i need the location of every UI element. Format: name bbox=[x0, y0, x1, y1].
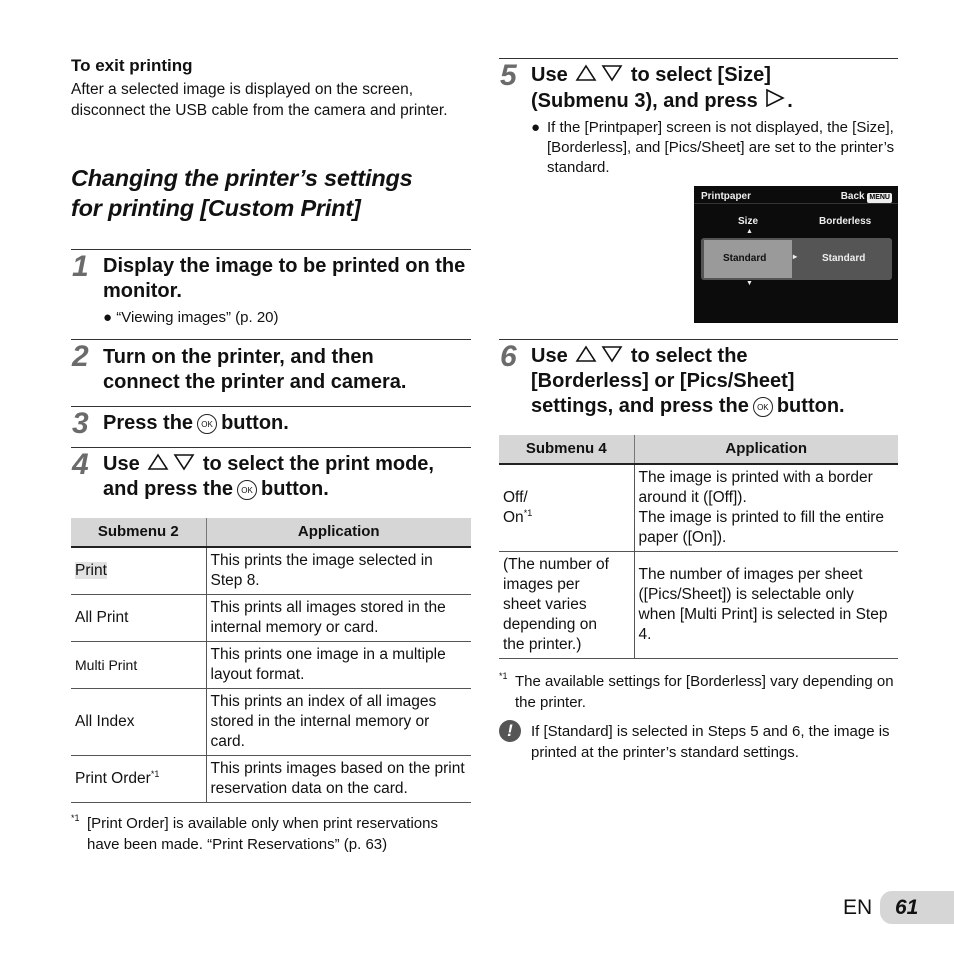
step-2-line1: Turn on the printer, and then bbox=[103, 346, 374, 368]
left-footnote: *1 [Print Order] is available only when print reservations have been made. “Print Reservations” (p. 63) bbox=[71, 814, 471, 855]
submenu-name: All Print bbox=[71, 595, 206, 642]
column-header: Application bbox=[206, 518, 471, 547]
step-5-number: 5 bbox=[500, 59, 517, 92]
submenu-name-text: Print Order bbox=[75, 770, 151, 787]
exit-printing-heading: To exit printing bbox=[71, 56, 193, 75]
step-6-line2: [Borderless] or [Pics/Sheet] bbox=[531, 370, 795, 392]
ok-button-icon: OK bbox=[753, 397, 773, 417]
right-footnote: *1 The available settings for [Borderless] vary depending on the printer. bbox=[499, 672, 898, 713]
table-row bbox=[71, 756, 471, 803]
step-6-line3-post: button. bbox=[776, 395, 845, 417]
step-3-post: button. bbox=[221, 412, 289, 434]
step-4-number: 4 bbox=[72, 448, 89, 481]
submenu-description: This prints all images stored in the internal memory or card. bbox=[206, 595, 471, 642]
submenu-2-table bbox=[71, 518, 471, 803]
submenu-description: This prints an index of all images stored in the internal memory or card. bbox=[206, 689, 471, 756]
step-3-rule bbox=[71, 406, 471, 407]
screen-divider bbox=[694, 203, 898, 204]
step-4-mid: to select the print mode, bbox=[202, 453, 434, 475]
step-5-mid: to select [Size] bbox=[630, 64, 771, 86]
caution-icon: ! bbox=[499, 720, 521, 742]
down-arrow-icon bbox=[173, 453, 195, 471]
step-4-use: Use bbox=[103, 453, 140, 475]
up-arrow-icon bbox=[575, 345, 597, 363]
step-1-text: Display the image to be printed on the monitor. bbox=[103, 255, 466, 302]
ok-button-icon: OK bbox=[197, 414, 217, 434]
step-6-rule bbox=[499, 339, 898, 340]
submenu-description: This prints one image in a multiple layout format. bbox=[206, 642, 471, 689]
footnote-text: [Print Order] is available only when print reservations have been made. “Print Reservations” (p. 63) bbox=[87, 815, 438, 853]
up-arrow-icon bbox=[147, 453, 169, 471]
step-5-use: Use bbox=[531, 64, 568, 86]
column-header: Application bbox=[634, 435, 898, 464]
step-2-text bbox=[103, 345, 473, 395]
description-on: The image is printed to fill the entire paper ([On]). bbox=[638, 509, 885, 546]
camera-printpaper-screen bbox=[694, 186, 898, 323]
step-6-line3-pre: settings, and press the bbox=[531, 395, 749, 417]
step-5-bullet-text: If the [Printpaper] screen is not displayed, the [Size], [Borderless], and [Pics/Sheet] are set to the printer’s standard. bbox=[547, 119, 895, 176]
table-row bbox=[71, 642, 471, 689]
submenu-name bbox=[71, 547, 206, 595]
step-5-bullet bbox=[531, 118, 898, 178]
submenu-description bbox=[634, 464, 898, 552]
submenu-description: This prints the image selected in Step 8. bbox=[206, 547, 471, 595]
submenu-name-off: Off/ bbox=[503, 489, 528, 506]
section-title bbox=[71, 163, 471, 223]
step-1-rule bbox=[71, 249, 471, 250]
screen-up-arrow-icon: ▲ bbox=[746, 228, 753, 235]
step-1-bullet-text: “Viewing images” (p. 20) bbox=[116, 309, 279, 326]
language-label: EN bbox=[843, 896, 873, 919]
submenu-name-on: On bbox=[503, 509, 524, 526]
down-arrow-icon bbox=[601, 64, 623, 82]
step-5-line2: (Submenu 3), and press bbox=[531, 90, 758, 112]
submenu-4-table bbox=[499, 435, 898, 659]
step-3-pre: Press the bbox=[103, 412, 194, 434]
step-5-rule bbox=[499, 58, 898, 59]
column-header: Submenu 4 bbox=[499, 435, 634, 464]
submenu-name bbox=[71, 756, 206, 803]
step-4-text bbox=[103, 452, 475, 502]
submenu-name: All Index bbox=[71, 689, 206, 756]
step-4-rule bbox=[71, 447, 471, 448]
table-row bbox=[71, 547, 471, 595]
description-off: The image is printed with a border around it ([Off]). bbox=[638, 469, 873, 506]
submenu-name: (The number of images per sheet varies depending on the printer.) bbox=[499, 552, 634, 659]
table-row bbox=[499, 552, 898, 659]
table-header-row bbox=[499, 435, 898, 464]
screen-right-arrow-icon: ▸ bbox=[793, 252, 798, 261]
step-3-text bbox=[103, 411, 473, 436]
footnote-marker: *1 bbox=[523, 508, 533, 518]
section-title-line1: Changing the printer’s settings bbox=[71, 165, 413, 191]
ok-button-icon: OK bbox=[237, 480, 257, 500]
submenu-name: Multi Print bbox=[71, 642, 206, 689]
screen-borderless-value: Standard bbox=[822, 253, 866, 264]
column-header: Submenu 2 bbox=[71, 518, 206, 547]
table-header-row bbox=[71, 518, 471, 547]
page-number: 61 bbox=[880, 891, 954, 924]
screen-title: Printpaper bbox=[701, 191, 752, 202]
bullet-dot: ● bbox=[531, 119, 541, 136]
submenu-name bbox=[499, 464, 634, 552]
screen-back bbox=[841, 191, 892, 203]
screen-size-value: Standard bbox=[723, 253, 767, 264]
footnote-marker: *1 bbox=[150, 769, 160, 779]
right-arrow-icon bbox=[765, 88, 785, 108]
step-6-text bbox=[531, 344, 898, 419]
step-6-number: 6 bbox=[500, 340, 517, 373]
step-2-number: 2 bbox=[72, 340, 89, 373]
menu-button-icon: MENU bbox=[869, 194, 890, 201]
screen-back-label: Back bbox=[840, 191, 865, 202]
down-arrow-icon bbox=[601, 345, 623, 363]
step-6-use: Use bbox=[531, 345, 568, 367]
step-6-mid: to select the bbox=[630, 345, 748, 367]
submenu-description: This prints images based on the print reservation data on the card. bbox=[206, 756, 471, 803]
note-text: If [Standard] is selected in Steps 5 and 6, the image is printed at the printer’s standard settings. bbox=[531, 723, 890, 761]
screen-borderless-label: Borderless bbox=[819, 216, 872, 227]
screen-size-label: Size bbox=[738, 216, 759, 227]
step-1-number: 1 bbox=[72, 250, 89, 283]
step-4-line2-post: button. bbox=[261, 478, 329, 500]
step-2-line2: connect the printer and camera. bbox=[103, 371, 407, 393]
footnote-text: The available settings for [Borderless] vary depending on the printer. bbox=[515, 673, 894, 711]
submenu-name-text: Print bbox=[75, 562, 107, 579]
table-row bbox=[71, 595, 471, 642]
table-row bbox=[71, 689, 471, 756]
up-arrow-icon bbox=[575, 64, 597, 82]
step-3-number: 3 bbox=[72, 407, 89, 440]
submenu-description: The number of images per sheet ([Pics/Sheet]) is selectable only when [Multi Print] is selected in Step 4. bbox=[634, 552, 898, 659]
table-row bbox=[499, 464, 898, 552]
section-title-line2: for printing [Custom Print] bbox=[71, 195, 361, 221]
step-1-bullet: ● “Viewing images” (p. 20) bbox=[103, 309, 279, 326]
step-2-rule bbox=[71, 339, 471, 340]
screen-down-arrow-icon: ▼ bbox=[746, 280, 753, 287]
step-5-text: Use to select [Size] (Submenu 3), and press . bbox=[531, 64, 793, 112]
step-4-line2-pre: and press the bbox=[103, 478, 234, 500]
exit-printing-text: After a selected image is displayed on the screen, disconnect the USB cable from the camera and printer. bbox=[71, 81, 448, 119]
